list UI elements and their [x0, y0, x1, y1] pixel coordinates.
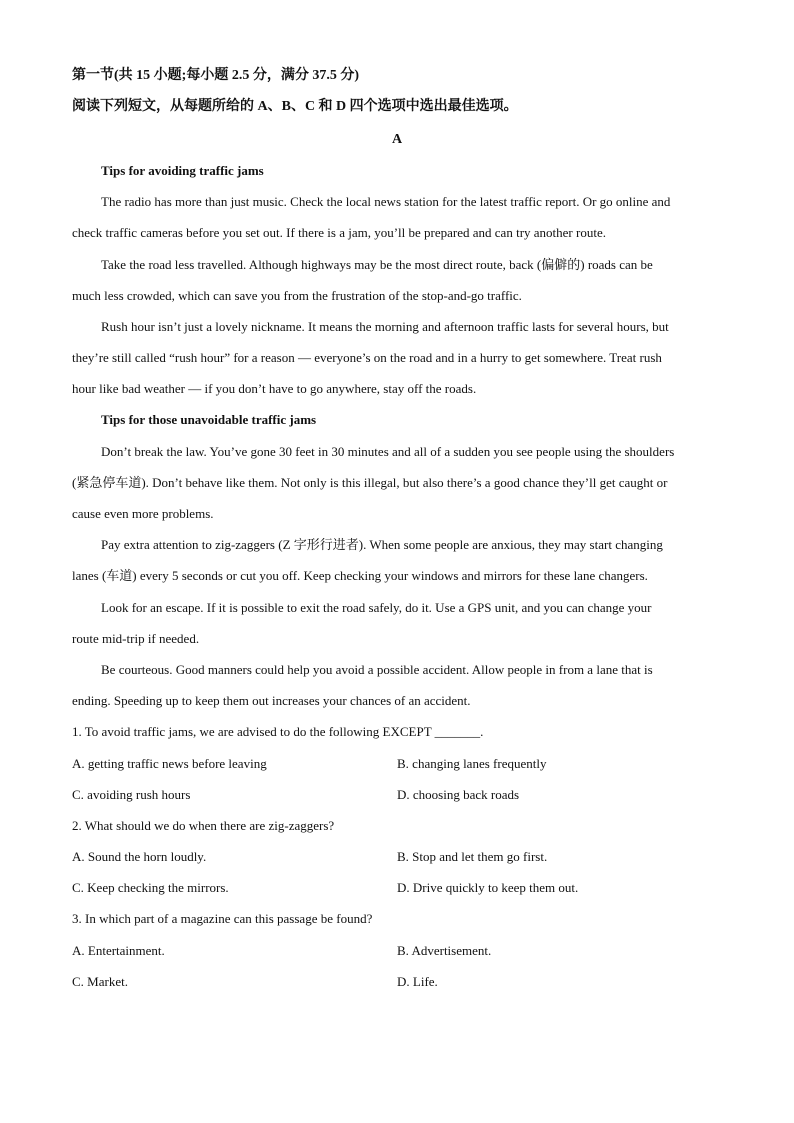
- passage-label: A: [391, 132, 403, 147]
- paragraph-line: ending. Speeding up to keep them out increases your chances of an accident.: [72, 693, 471, 708]
- option-c[interactable]: C. Market.: [72, 974, 128, 989]
- option-a[interactable]: A. getting traffic news before leaving: [72, 756, 267, 771]
- paragraph-line: lanes (车道) every 5 seconds or cut you off. Keep checking your windows and mirrors for these lane changers.: [72, 568, 648, 583]
- paragraph-line: they’re still called “rush hour” for a reason — everyone’s on the road and in a hurry to get somewhere. Treat rush: [72, 350, 662, 365]
- paragraph-line: Be courteous. Good manners could help you avoid a possible accident. Allow people in from a lane that is: [101, 662, 653, 677]
- paragraph-line: hour like bad weather — if you don’t have to go anywhere, stay off the roads.: [72, 381, 477, 396]
- paragraph-line: Don’t break the law. You’ve gone 30 feet in 30 minutes and all of a sudden you see people using the shoulders: [101, 444, 675, 459]
- paragraph-line: route mid-trip if needed.: [72, 631, 200, 646]
- heading-unavoidable: Tips for those unavoidable traffic jams: [101, 412, 317, 427]
- option-d[interactable]: D. Life.: [397, 974, 438, 989]
- paragraph-line: Look for an escape. If it is possible to exit the road safely, do it. Use a GPS unit, and you can change your: [101, 600, 652, 615]
- option-b[interactable]: B. Advertisement.: [397, 943, 492, 958]
- question-stem: 3. In which part of a magazine can this passage be found?: [72, 911, 373, 926]
- heading-avoiding: Tips for avoiding traffic jams: [101, 163, 264, 178]
- paragraph-line: Pay extra attention to zig-zaggers (Z 字形行进者). When some people are anxious, they may start changing: [101, 537, 663, 552]
- option-a[interactable]: A. Sound the horn loudly.: [72, 849, 207, 864]
- paragraph-line: Rush hour isn’t just a lovely nickname. It means the morning and afternoon traffic lasts for several hours, but: [101, 319, 669, 334]
- option-c[interactable]: C. Keep checking the mirrors.: [72, 880, 229, 895]
- option-a[interactable]: A. Entertainment.: [72, 943, 165, 958]
- option-d[interactable]: D. Drive quickly to keep them out.: [397, 880, 579, 895]
- instruction: 阅读下列短文，从每题所给的 A、B、C 和 D 四个选项中选出最佳选项。: [72, 99, 518, 114]
- option-c[interactable]: C. avoiding rush hours: [72, 787, 191, 802]
- option-b[interactable]: B. changing lanes frequently: [397, 756, 547, 771]
- paragraph-line: check traffic cameras before you set out. If there is a jam, you’ll be prepared and can try another route.: [72, 225, 606, 240]
- paragraph-line: Take the road less travelled. Although highways may be the most direct route, back (偏僻的) roads can be: [101, 257, 653, 272]
- option-b[interactable]: B. Stop and let them go first.: [397, 849, 548, 864]
- paragraph-line: The radio has more than just music. Check the local news station for the latest traffic report. Or go online and: [101, 194, 671, 209]
- option-d[interactable]: D. choosing back roads: [397, 787, 520, 802]
- paragraph-line: (紧急停车道). Don’t behave like them. Not only is this illegal, but also there’s a good chance they’ll get caught or: [72, 475, 668, 490]
- section-header: 第一节(共 15 小题;每小题 2.5 分，满分 37.5 分): [72, 68, 359, 83]
- question-stem: 1. To avoid traffic jams, we are advised to do the following EXCEPT _______.: [72, 724, 484, 739]
- question-stem: 2. What should we do when there are zig-zaggers?: [72, 818, 335, 833]
- paragraph-line: cause even more problems.: [72, 506, 214, 521]
- paragraph-line: much less crowded, which can save you from the frustration of the stop-and-go traffic.: [72, 288, 522, 303]
